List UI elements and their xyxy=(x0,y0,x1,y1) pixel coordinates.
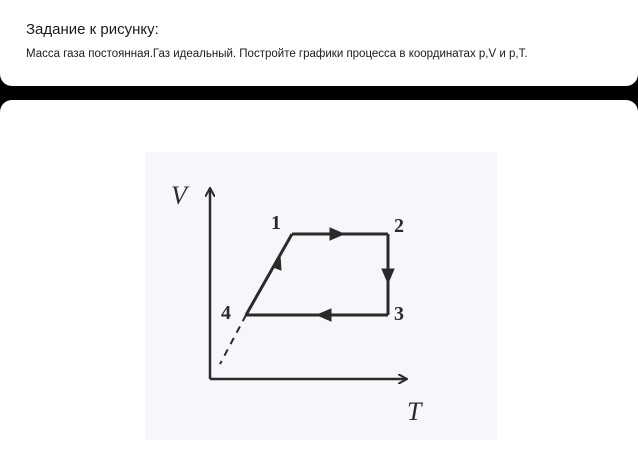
task-title: Задание к рисунку: xyxy=(26,21,159,38)
arrow-1-2-icon xyxy=(330,228,344,240)
arrow-2-3-icon xyxy=(382,269,394,283)
t-axis-label: T xyxy=(407,397,422,426)
v-axis-label: V xyxy=(171,181,187,210)
image-card xyxy=(0,100,638,471)
vt-diagram-svg xyxy=(145,152,497,440)
task-card xyxy=(0,0,638,86)
point-label-1: 1 xyxy=(271,212,281,234)
vt-diagram xyxy=(145,152,497,440)
point-label-2: 2 xyxy=(394,215,404,237)
point-label-3: 3 xyxy=(394,303,404,325)
task-text: Масса газа постоянная.Газ идеальный. Постройте графики процесса в координатах p,V и p,T. xyxy=(26,48,528,60)
arrow-3-4-icon xyxy=(317,309,331,321)
point-label-4: 4 xyxy=(221,302,231,324)
segment-4-1 xyxy=(246,234,292,315)
